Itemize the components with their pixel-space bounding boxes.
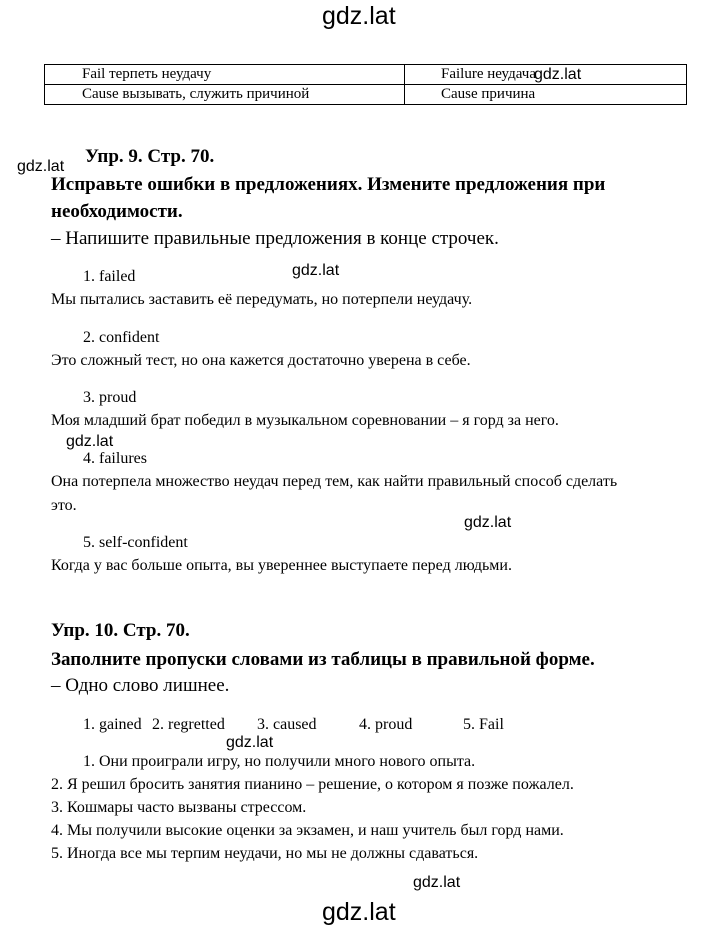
vocab-row bbox=[45, 85, 687, 105]
ex9-item-sentence: Это сложный тест, но она кажется достаточно уверена в себе. bbox=[51, 352, 471, 369]
ex9-task-line1: Исправьте ошибки в предложениях. Измените предложения при bbox=[51, 174, 606, 195]
ex9-item-key: 2. confident bbox=[83, 329, 160, 346]
watermark-bottom: gdz.lat bbox=[322, 898, 396, 926]
vocab-cell-right: Cause причина bbox=[405, 85, 687, 105]
ex9-task-line2: необходимости. bbox=[51, 201, 183, 222]
ex10-word: 2. regretted bbox=[152, 716, 225, 733]
ex9-item-sentence: Моя младший брат победил в музыкальном соревновании – я горд за него. bbox=[51, 412, 559, 429]
vocab-cell-left: Cause вызывать, служить причиной bbox=[45, 85, 405, 105]
ex10-heading: Упр. 10. Стр. 70. bbox=[51, 620, 190, 641]
ex9-item-sentence-cont: это. bbox=[51, 497, 77, 514]
ex10-word: 3. caused bbox=[257, 716, 317, 733]
ex9-item-key: 1. failed bbox=[83, 268, 136, 285]
ex9-item-key: 3. proud bbox=[83, 389, 137, 406]
ex10-sentence: 4. Мы получили высокие оценки за экзамен, и наш учитель был горд нами. bbox=[51, 822, 564, 839]
watermark-bottom-small: gdz.lat bbox=[413, 874, 461, 891]
ex10-sentence: 1. Они проиграли игру, но получили много нового опыта. bbox=[83, 753, 476, 770]
watermark-mid: gdz.lat bbox=[292, 262, 340, 279]
vocab-table bbox=[44, 64, 687, 105]
ex10-task: Заполните пропуски словами из таблицы в правильной форме. bbox=[51, 649, 595, 670]
watermark-left-2: gdz.lat bbox=[66, 433, 114, 450]
ex9-item-sentence: Мы пытались заставить её передумать, но потерпели неудачу. bbox=[51, 291, 473, 308]
vocab-cell-left: Fail терпеть неудачу bbox=[45, 65, 405, 85]
watermark-left: gdz.lat bbox=[17, 158, 65, 175]
ex10-word: 1. gained bbox=[83, 716, 142, 733]
ex9-item-key: 4. failures bbox=[83, 450, 147, 467]
vocab-row bbox=[45, 65, 687, 85]
ex9-heading: Упр. 9. Стр. 70. bbox=[85, 146, 215, 167]
watermark-mid-2: gdz.lat bbox=[226, 734, 274, 751]
watermark-right: gdz.lat bbox=[464, 514, 512, 531]
ex9-item-key: 5. self-confident bbox=[83, 534, 188, 551]
ex9-item-sentence: Она потерпела множество неудач перед тем, как найти правильный способ сделать bbox=[51, 473, 618, 490]
ex9-item-sentence: Когда у вас больше опыта, вы увереннее выступаете перед людьми. bbox=[51, 557, 512, 574]
watermark-top: gdz.lat bbox=[322, 2, 396, 30]
ex10-word: 5. Fail bbox=[463, 716, 504, 733]
ex9-subtask: – Напишите правильные предложения в конце строчек. bbox=[51, 228, 499, 249]
ex10-sentence: 2. Я решил бросить занятия пианино – решение, о котором я позже пожалел. bbox=[51, 776, 574, 793]
ex10-word: 4. proud bbox=[359, 716, 413, 733]
ex10-sentence: 5. Иногда все мы терпим неудачи, но мы не должны сдаваться. bbox=[51, 845, 479, 862]
ex10-sentence: 3. Кошмары часто вызваны стрессом. bbox=[51, 799, 307, 816]
vocab-cell-right: Failure неудача bbox=[405, 65, 687, 85]
ex10-subtask: – Одно слово лишнее. bbox=[51, 675, 230, 696]
watermark-table: gdz.lat bbox=[534, 66, 582, 83]
